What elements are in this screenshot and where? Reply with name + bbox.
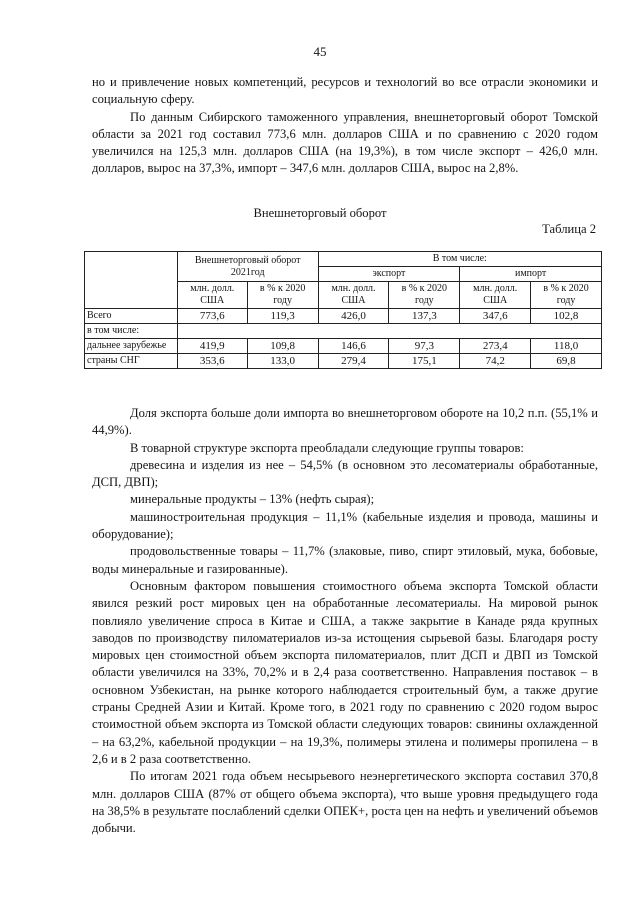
cell: 102,8 (531, 309, 602, 324)
cell: 74,2 (460, 354, 531, 369)
list-item: машиностроительная продукция – 11,1% (кабельные изделия и провода, машины и оборудование); (92, 509, 598, 542)
paragraph: В товарной структуре экспорта преобладали следующие группы товаров: (130, 440, 524, 455)
intro-text (92, 74, 598, 178)
header-corner (85, 252, 178, 309)
paragraph: Доля экспорта больше доли импорта во внешнеторговом обороте на 10,2 п.п. (55,1% и 44,9%). (92, 406, 598, 438)
cell: 133,0 (247, 354, 318, 369)
cell: 119,3 (247, 309, 318, 324)
cell: 279,4 (318, 354, 389, 369)
cell: 426,0 (318, 309, 389, 324)
row-label: дальнее зарубежье (85, 339, 178, 354)
header-pct: в % к 2020 году (247, 282, 318, 309)
cell: 69,8 (531, 354, 602, 369)
row-label: Всего (85, 309, 178, 324)
list-item: древесина и изделия из нее – 54,5% (в основном это лесоматериалы обработанные, ДСП, ДВП); (92, 457, 598, 490)
table-row (85, 339, 602, 354)
header-pct: в % к 2020 году (389, 282, 460, 309)
cell: 419,9 (177, 339, 247, 354)
cell: 97,3 (389, 339, 460, 354)
body-text (92, 405, 598, 837)
paragraph: По данным Сибирского таможенного управления, внешнеторговый оборот Томской области за 2021 год составил 773,6 млн. долларов США и по сравнению с 2020 годом увеличился на 125,3 млн. долларов США (на 19,3%), в том числе экспорт – 426,0 млн. долларов, вырос на 37,3%, импорт – 347,6 млн. долларов США, вырос на 2,8%. (92, 109, 598, 176)
header-pct: в % к 2020 году (531, 282, 602, 309)
table-title: Внешнеторговый оборот (253, 206, 387, 220)
paragraph: но и привлечение новых компетенций, ресурсов и технологий во все отрасли экономики и социальную сферу. (92, 75, 598, 107)
row-label: в том числе: (85, 324, 178, 339)
table-row (85, 324, 602, 339)
header-mln: млн. долл. США (318, 282, 389, 309)
list-item: минеральные продукты – 13% (нефть сырая); (130, 492, 375, 507)
list-item: продовольственные товары – 11,7% (злаковые, пиво, спирт этиловый, мука, бобовые, воды минеральные и газированные). (92, 544, 598, 576)
header-turnover: Внешнеторговый оборот 2021год (177, 252, 318, 282)
paragraph: По итогам 2021 года объем несырьевого неэнергетического экспорта составил 370,8 млн. долларов США (87% от общего объема экспорта), что выше уровня предыдущего года на 38,5% в результате послаблений сделки ОПЕК+, роста цен на нефть и увеличений объемов добычи. (92, 769, 598, 836)
header-import: импорт (460, 267, 602, 282)
header-including: В том числе: (318, 252, 601, 267)
foreign-trade-table (84, 251, 602, 369)
cell: 773,6 (177, 309, 247, 324)
cell: 347,6 (460, 309, 531, 324)
table-number: Таблица 2 (542, 222, 596, 236)
cell: 118,0 (531, 339, 602, 354)
cell: 137,3 (389, 309, 460, 324)
table-row (85, 309, 602, 324)
header-export: экспорт (318, 267, 460, 282)
table-row (85, 354, 602, 369)
cell: 146,6 (318, 339, 389, 354)
cell: 273,4 (460, 339, 531, 354)
header-mln: млн. долл. США (460, 282, 531, 309)
page-number: 45 (313, 44, 327, 59)
cell: 109,8 (247, 339, 318, 354)
header-mln: млн. долл. США (177, 282, 247, 309)
empty-cell (177, 324, 601, 339)
cell: 353,6 (177, 354, 247, 369)
row-label: страны СНГ (85, 354, 178, 369)
paragraph: Основным фактором повышения стоимостного объема экспорта Томской области явился резкий рост мировых цен на обработанные лесоматериалы. На мировой рынок повлияло увеличение спроса в Китае и США, а также закрытие в Канаде ряда крупных заводов по производству пиломатериалов из-за истощения сырьевой базы. Благодаря росту мировых цен стоимостной объем экспорта пиломатериалов, плит ДСП и ДВП из Томской области увеличился на 33%, 70,2% и в 2,4 раза соответственно. Направления поставок – в основном Узбекистан, на рынке которого наблюдается строительный бум, а также другие страны Средней Азии и Китай. Кроме того, в 2021 году по сравнению с 2020 годом вырос стоимостной объем экспорта из Томской области следующих товаров: свинины охлажденной – на 63,2%, кабельной продукции – на 19,3%, полимеры этилена и полимеры пропилена – в 2,6 и в 2 раза соответственно. (92, 578, 598, 766)
cell: 175,1 (389, 354, 460, 369)
